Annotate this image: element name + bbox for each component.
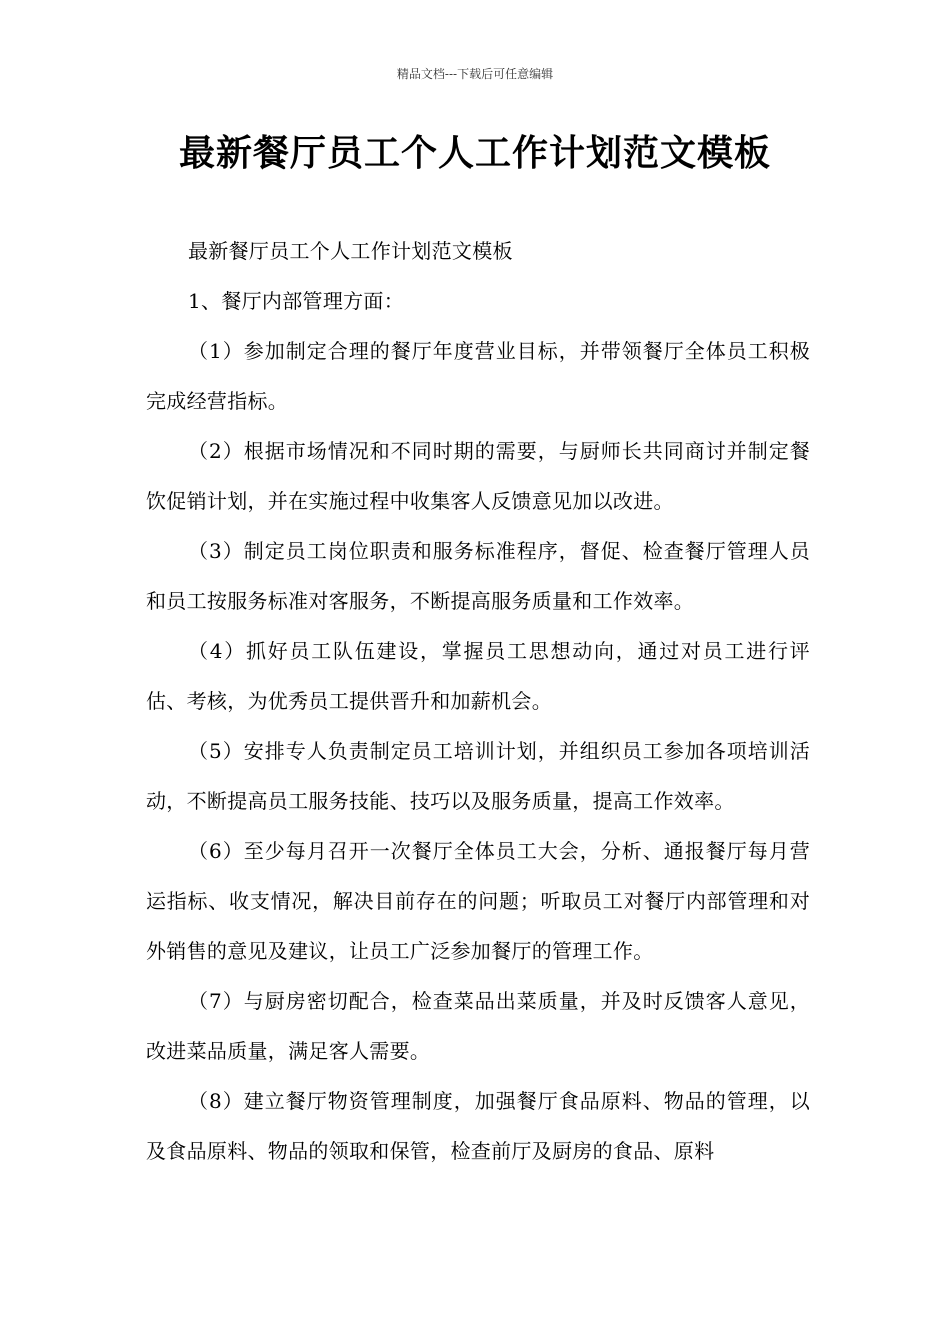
- body-paragraph: （2）根据市场情况和不同时期的需要，与厨师长共同商讨并制定餐饮促销计划，并在实施过程中收集客人反馈意见加以改进。: [146, 439, 810, 513]
- body-paragraph: （6）至少每月召开一次餐厅全体员工大会，分析、通报餐厅每月营运指标、收支情况，解决目前存在的问题；听取员工对餐厅内部管理和对外销售的意见及建议，让员工广泛参加餐厅的管理工作。: [146, 839, 810, 963]
- document-body: [146, 226, 810, 1176]
- body-paragraph: （7）与厨房密切配合，检查菜品出菜质量，并及时反馈客人意见，改进菜品质量，满足客人需要。: [146, 989, 810, 1063]
- body-paragraph: （8）建立餐厅物资管理制度，加强餐厅食品原料、物品的管理，以及食品原料、物品的领取和保管，检查前厅及厨房的食品、原料: [146, 1089, 810, 1163]
- body-paragraph: （5）安排专人负责制定员工培训计划，并组织员工参加各项培训活动，不断提高员工服务技能、技巧以及服务质量，提高工作效率。: [146, 739, 810, 813]
- body-paragraph: （1）参加制定合理的餐厅年度营业目标，并带领餐厅全体员工积极完成经营指标。: [146, 339, 810, 413]
- section-heading: 1、餐厅内部管理方面：: [188, 289, 405, 313]
- body-paragraph: （4）抓好员工队伍建设，掌握员工思想动向，通过对员工进行评估、考核，为优秀员工提供晋升和加薪机会。: [146, 639, 810, 713]
- body-paragraph: （3）制定员工岗位职责和服务标准程序，督促、检查餐厅管理人员和员工按服务标准对客服务，不断提高服务质量和工作效率。: [146, 539, 810, 613]
- document-title: 最新餐厅员工个人工作计划范文模板: [178, 133, 771, 174]
- subtitle-paragraph: 最新餐厅员工个人工作计划范文模板: [188, 239, 513, 263]
- document-header-note: 精品文档---下载后可任意编辑: [396, 67, 554, 81]
